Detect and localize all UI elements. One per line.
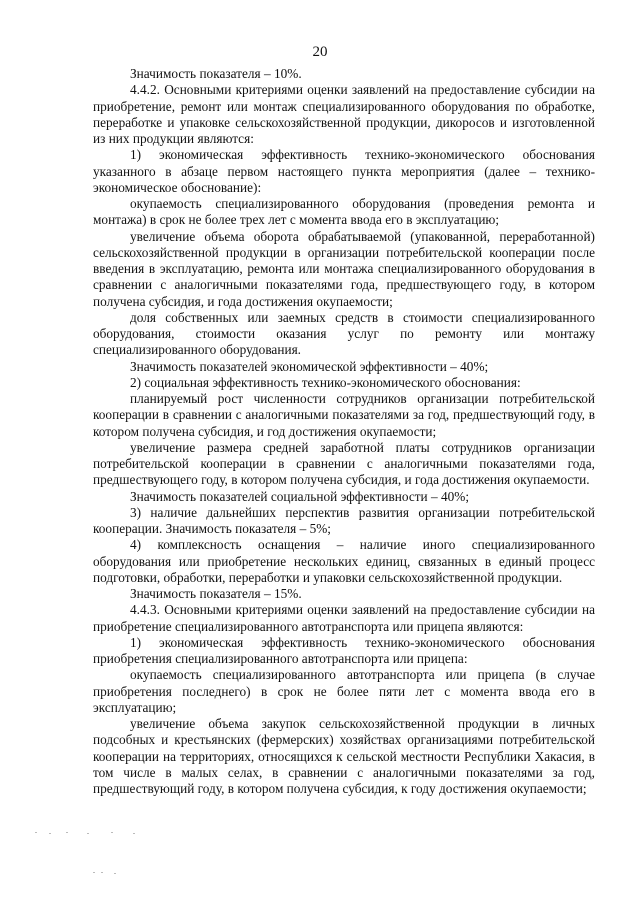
paragraph: увеличение размера средней заработной платы сотрудников организации потребительской кооперации в сравнении с аналогичными показателями года, предшествующего году, в котором получена субсидия, и года достижения окупаемости. xyxy=(93,439,595,488)
paragraph: окупаемость специализированного автотранспорта или прицепа (в случае приобретения последнего) в срок не более пяти лет с момента ввода его в эксплуатацию; xyxy=(93,667,595,715)
paragraph: Значимость показателей экономической эффективности – 40%; xyxy=(130,358,489,374)
paragraph: 1) экономическая эффективность технико-экономического обоснования указанного в абзаце первом настоящего пункта мероприятия (далее – технико-экономическое обоснование): xyxy=(93,147,595,195)
paragraph: увеличение объема оборота обрабатываемой (упакованной, переработанной) сельскохозяйственной продукции в организации потребительской кооперации после введения в эксплуатацию, ремонта или монтажа специализированного оборудования в сравнении с аналогичными показателями года, предшествующего году, в котором получена субсидия, и года достижения окупаемости; xyxy=(93,228,595,309)
paragraph: 3) наличие дальнейших перспектив развития организации потребительской кооперации. Значимость показателя – 5%; xyxy=(93,504,595,536)
paragraph: Значимость показателя – 10%. xyxy=(130,66,302,81)
paragraph: 4.4.3. Основными критериями оценки заявлений на предоставление субсидии на приобретение специализированного автотранспорта или прицепа являются: xyxy=(93,602,595,634)
paragraph: 4.4.2. Основными критериями оценки заявлений на предоставление субсидии на приобретение, ремонт или монтаж специализированного оборудования по обработке, переработке и упаковке сельскохозяйственной продукции, дикоросов и изготовленной из них продукции являются: xyxy=(93,82,595,146)
paragraph: окупаемость специализированного оборудования (проведения ремонта и монтажа) в срок не более трех лет с момента ввода его в эксплуатацию; xyxy=(93,196,595,228)
page-number: 20 xyxy=(312,44,328,60)
paragraph: доля собственных или заемных средств в стоимости специализированного оборудования, стоимости оказания услуг по ремонту или монтажу специализированного оборудования. xyxy=(93,309,595,358)
paragraph: 4) комплексность оснащения – наличие иного специализированного оборудования или приобретение нескольких единиц, связанных в единый процесс подготовки, обработки, переработки и упаковки сельскохозяйственной продукции. xyxy=(93,537,595,585)
paragraph: планируемый рост численности сотрудников организации потребительской кооперации в сравнении с аналогичными показателями за год, предшествующий году, в котором получена субсидия, и год достижения окупаемости; xyxy=(93,391,595,439)
paragraph: Значимость показателя – 15%. xyxy=(130,586,302,601)
document-body xyxy=(93,66,595,797)
paragraph: 2) социальная эффективность технико-экономического обоснования: xyxy=(130,374,521,390)
scan-artifacts xyxy=(35,832,155,882)
paragraph: Значимость показателей социальной эффективности – 40%; xyxy=(130,488,470,504)
paragraph: 1) экономическая эффективность технико-экономического обоснования приобретения специализированного автотранспорта или прицепа: xyxy=(93,634,595,666)
paragraph: увеличение объема закупок сельскохозяйственной продукции в личных подсобных и крестьянских (фермерских) хозяйствах организациями потребительской кооперации на территориях, относящихся к сельской местности Республики Хакасия, в том числе в малых селах, в сравнении с аналогичными показателями за год, предшествующий году, в котором получена субсидия, к году достижения окупаемости; xyxy=(93,716,595,796)
